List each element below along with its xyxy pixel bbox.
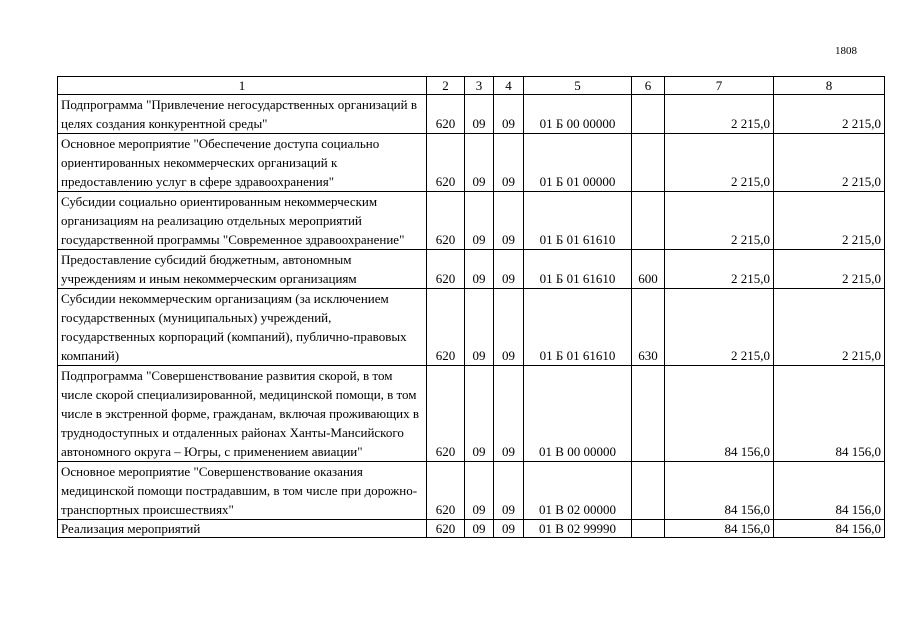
cell-amount-2: 84 156,0 [774,520,885,538]
cell-target-article: 01 Б 01 00000 [524,134,632,192]
row-name: Основное мероприятие "Совершенствование оказания медицинской помощи пострадавшим, в том числе при дорожно-транспортных происшествиях" [58,462,427,520]
cell-section: 09 [465,520,494,538]
cell-amount-2: 2 215,0 [774,289,885,366]
cell-expense-type [632,95,665,134]
cell-section: 09 [465,134,494,192]
column-header: 7 [665,77,774,95]
table-row [58,192,885,250]
cell-subsection: 09 [494,462,524,520]
cell-expense-type: 630 [632,289,665,366]
cell-amount-1: 2 215,0 [665,192,774,250]
table-row [58,250,885,289]
cell-expense-type [632,462,665,520]
table-row [58,134,885,192]
row-name: Субсидии социально ориентированным некоммерческим организациям на реализацию отдельных мероприятий государственной программы "Современное здравоохранение" [58,192,427,250]
cell-expense-type [632,520,665,538]
column-header: 2 [427,77,465,95]
row-name: Предоставление субсидий бюджетным, автономным учреждениям и иным некоммерческим организациям [58,250,427,289]
cell-target-article: 01 Б 01 61610 [524,289,632,366]
row-name: Подпрограмма "Совершенствование развития скорой, в том числе скорой специализированной, медицинской помощи, в том числе в экстренной форме, гражданам, включая проживающих в труднодоступных и отдаленных районах Ханты-Мансийского автономного округа – Югры, с применением авиации" [58,366,427,462]
cell-expense-type: 600 [632,250,665,289]
cell-ministry: 620 [427,462,465,520]
column-header: 5 [524,77,632,95]
cell-subsection: 09 [494,134,524,192]
cell-subsection: 09 [494,289,524,366]
cell-amount-2: 2 215,0 [774,250,885,289]
row-name: Подпрограмма "Привлечение негосударственных организаций в целях создания конкурентной среды" [58,95,427,134]
cell-ministry: 620 [427,250,465,289]
cell-section: 09 [465,95,494,134]
cell-ministry: 620 [427,366,465,462]
cell-target-article: 01 В 02 00000 [524,462,632,520]
table-row [58,289,885,366]
cell-amount-1: 2 215,0 [665,250,774,289]
cell-ministry: 620 [427,289,465,366]
cell-amount-1: 2 215,0 [665,95,774,134]
cell-subsection: 09 [494,95,524,134]
cell-ministry: 620 [427,520,465,538]
cell-amount-1: 2 215,0 [665,134,774,192]
table-header-row [58,77,885,95]
cell-expense-type [632,366,665,462]
column-header: 1 [58,77,427,95]
column-header: 3 [465,77,494,95]
cell-expense-type [632,134,665,192]
cell-ministry: 620 [427,192,465,250]
cell-ministry: 620 [427,95,465,134]
cell-ministry: 620 [427,134,465,192]
table-row [58,95,885,134]
cell-target-article: 01 Б 00 00000 [524,95,632,134]
cell-section: 09 [465,289,494,366]
cell-amount-2: 84 156,0 [774,366,885,462]
column-header: 4 [494,77,524,95]
cell-amount-1: 84 156,0 [665,520,774,538]
cell-target-article: 01 Б 01 61610 [524,250,632,289]
cell-amount-1: 84 156,0 [665,366,774,462]
cell-target-article: 01 В 02 99990 [524,520,632,538]
table-row [58,520,885,538]
page-number: 1808 [835,45,857,57]
table-row [58,462,885,520]
cell-amount-1: 84 156,0 [665,462,774,520]
cell-section: 09 [465,250,494,289]
cell-amount-2: 84 156,0 [774,462,885,520]
column-header: 6 [632,77,665,95]
row-name: Реализация мероприятий [58,520,427,538]
column-header: 8 [774,77,885,95]
cell-target-article: 01 Б 01 61610 [524,192,632,250]
cell-subsection: 09 [494,520,524,538]
cell-amount-2: 2 215,0 [774,95,885,134]
cell-section: 09 [465,366,494,462]
cell-amount-2: 2 215,0 [774,134,885,192]
cell-section: 09 [465,462,494,520]
cell-expense-type [632,192,665,250]
budget-table [57,76,885,538]
table-row [58,366,885,462]
cell-subsection: 09 [494,250,524,289]
cell-section: 09 [465,192,494,250]
cell-target-article: 01 В 00 00000 [524,366,632,462]
cell-amount-1: 2 215,0 [665,289,774,366]
cell-subsection: 09 [494,366,524,462]
cell-amount-2: 2 215,0 [774,192,885,250]
cell-subsection: 09 [494,192,524,250]
row-name: Субсидии некоммерческим организациям (за исключением государственных (муниципальных) учреждений, государственных корпораций (компаний), публично-правовых компаний) [58,289,427,366]
row-name: Основное мероприятие "Обеспечение доступа социально ориентированных некоммерческих организаций к предоставлению услуг в сфере здравоохранения" [58,134,427,192]
